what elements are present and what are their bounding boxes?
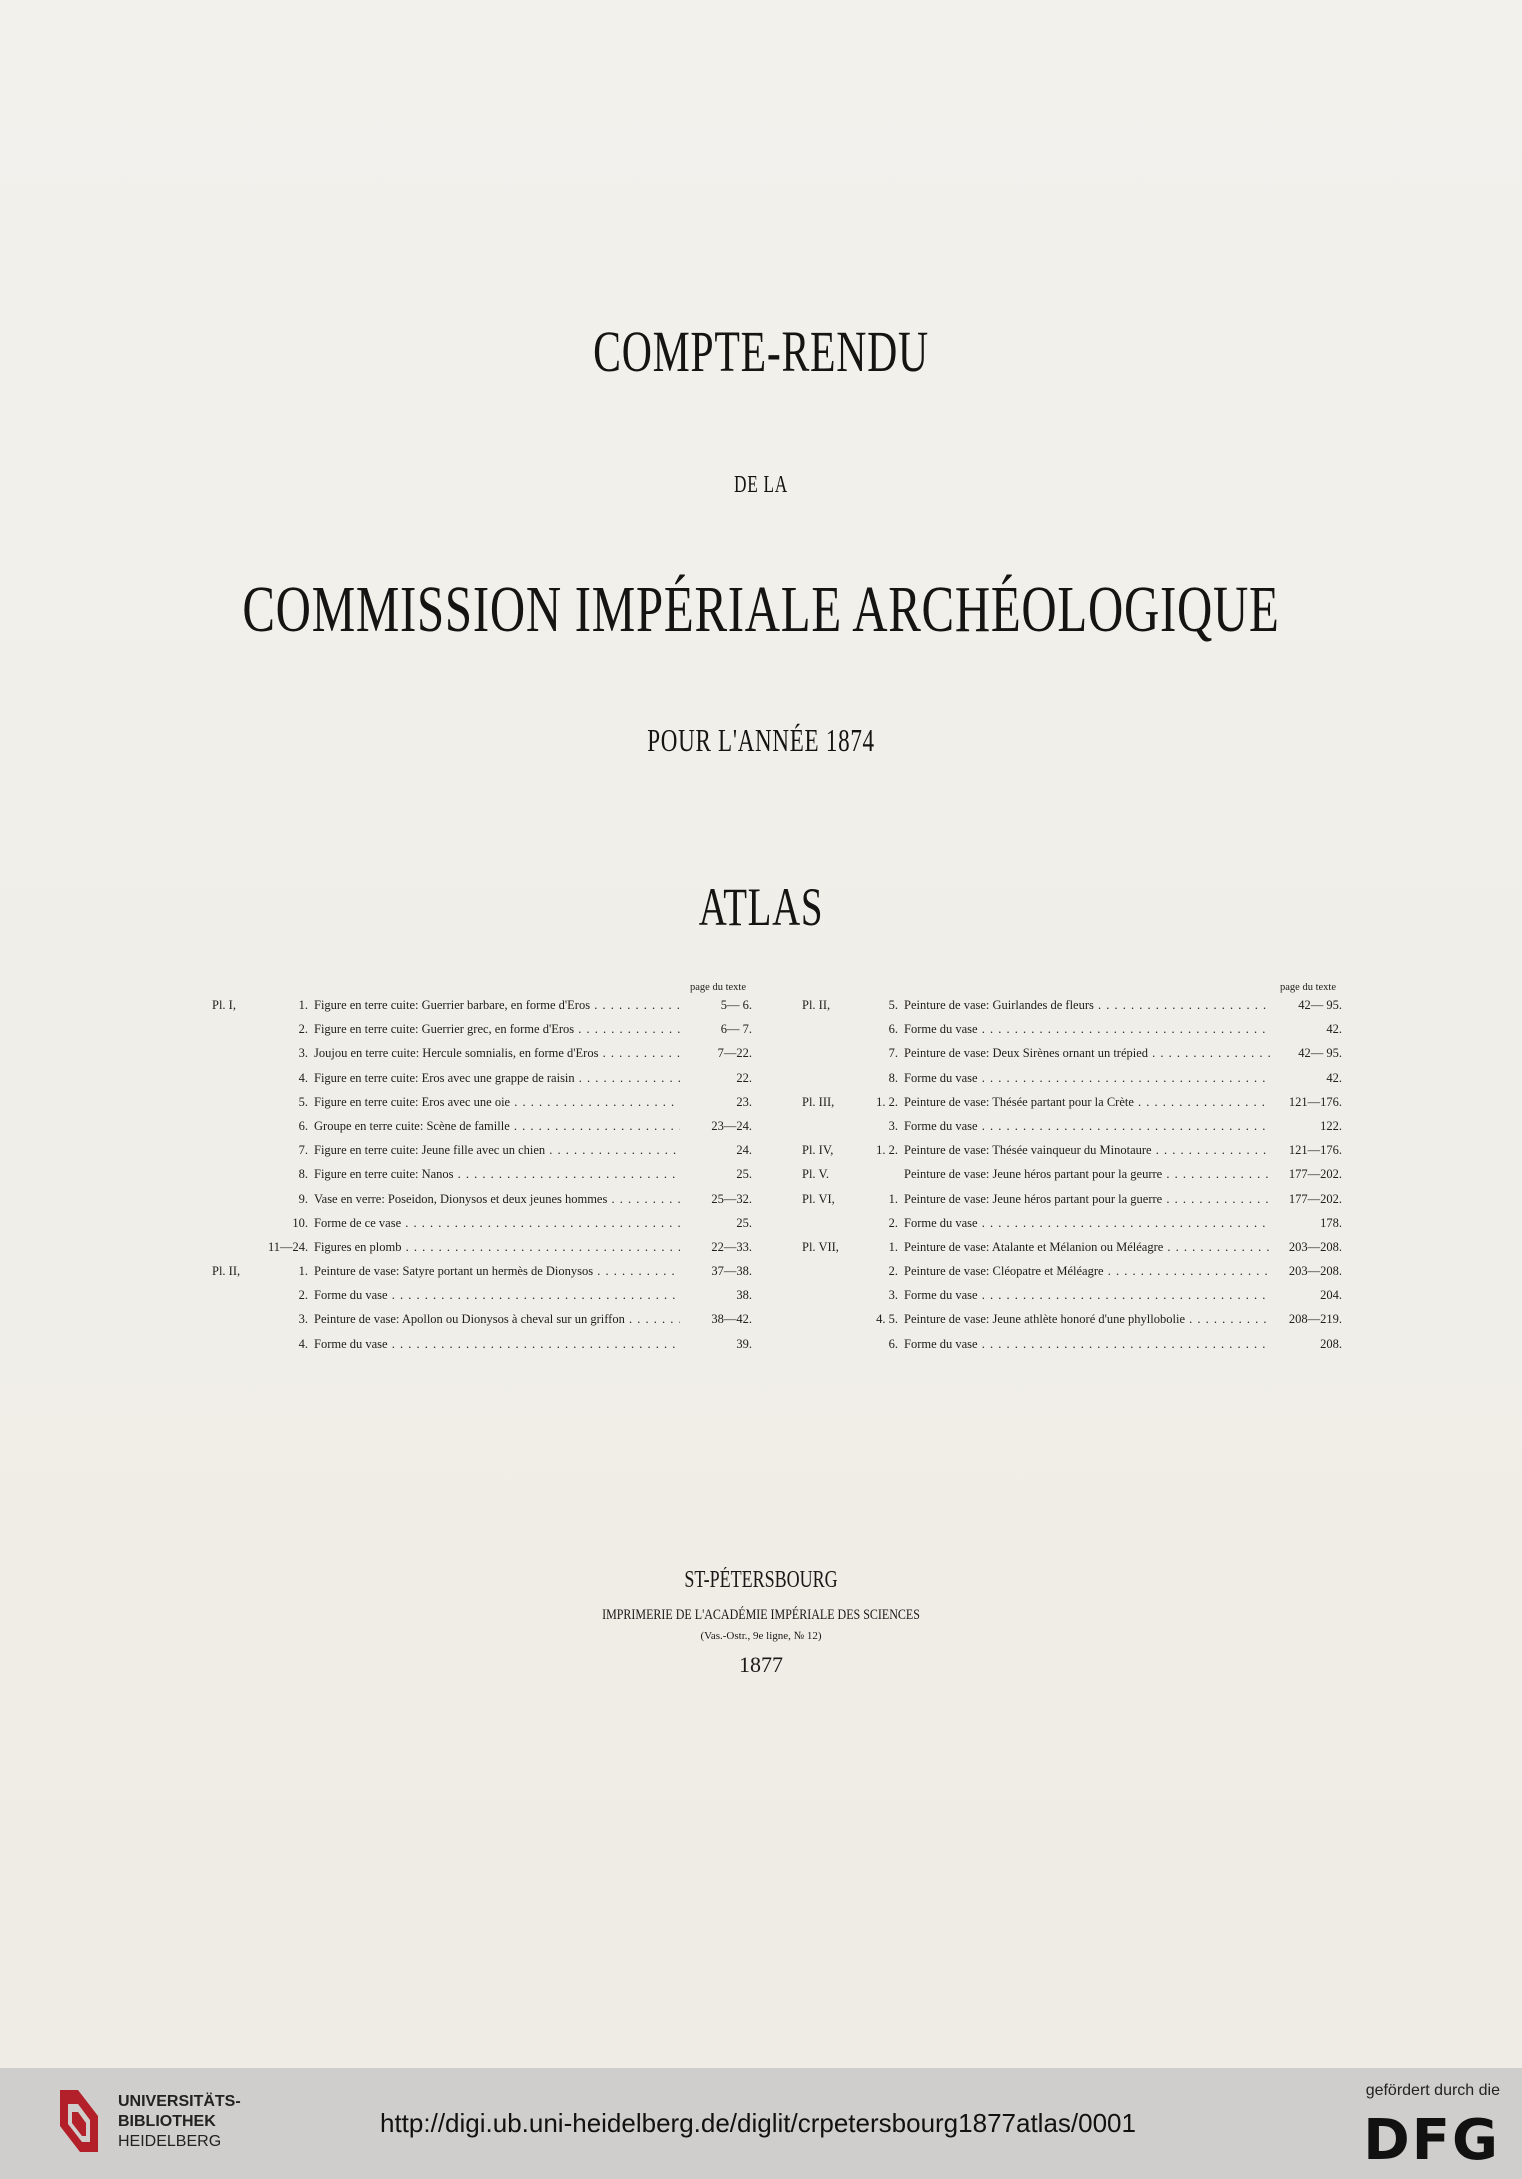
toc-description: Vase en verre: Poseidon, Dionysos et deux jeunes hommes . . .	[314, 1192, 680, 1207]
toc-entry	[802, 1071, 1342, 1095]
toc-description: Forme de ce vase . . .	[314, 1216, 680, 1231]
toc-number: 5.	[888, 998, 898, 1012]
toc-page: 121—176.	[1288, 1094, 1342, 1109]
toc-page: 208—219.	[1288, 1312, 1342, 1327]
toc-page: 23—24.	[711, 1118, 752, 1133]
toc-description: Figure en terre cuite: Eros avec une grappe de raisin . . .	[314, 1071, 680, 1086]
ub-heidelberg-logo-icon	[56, 2086, 102, 2156]
toc-number: 11—24.	[268, 1239, 309, 1254]
toc-page: 178.	[1320, 1215, 1342, 1230]
toc-page: 38.	[736, 1288, 752, 1303]
toc-entry	[212, 1240, 752, 1264]
toc-description: Peinture de vase: Cléopatre et Méléagre . . .	[904, 1264, 1270, 1279]
toc-number: 5.	[298, 1094, 308, 1109]
toc-page: 177—202.	[1288, 1191, 1342, 1206]
digitization-footer	[0, 2068, 1522, 2179]
toc-entry	[212, 1312, 752, 1336]
dfg-logo: DFG	[1363, 2108, 1500, 2173]
toc-number: 4.	[298, 1336, 308, 1351]
funded-by-label: gefördert durch die	[1365, 2082, 1500, 2099]
toc-number: 2.	[888, 1215, 898, 1230]
toc-page: 23.	[736, 1094, 752, 1109]
toc-number: 6.	[888, 1336, 898, 1351]
toc-description: Peinture de vase: Thésée vainqueur du Minotaure . . .	[904, 1143, 1270, 1158]
toc-description: Forme du vase . . .	[904, 1071, 1270, 1086]
toc-description: Peinture de vase: Atalante et Mélanion ou Méléagre . . .	[904, 1240, 1270, 1255]
toc-number: 2.	[298, 1288, 308, 1303]
toc-entry	[802, 1240, 1342, 1264]
toc-page: 122.	[1320, 1118, 1342, 1133]
title-commission: COMMISSION IMPÉRIALE ARCHÉOLOGIQUE	[242, 573, 1280, 646]
toc-entry	[802, 1337, 1342, 1361]
toc-page: 5— 6.	[720, 998, 752, 1012]
toc-page: 25.	[736, 1167, 752, 1182]
toc-entry	[212, 1167, 752, 1191]
toc-page: 208.	[1320, 1336, 1342, 1351]
toc-number: 8.	[298, 1167, 308, 1182]
toc-entry	[802, 1192, 1342, 1216]
toc-entry	[212, 998, 752, 1022]
permalink-url[interactable]: http://digi.ub.uni-heidelberg.de/diglit/crpetersbourg1877atlas/0001	[380, 2108, 1136, 2138]
toc-entry	[802, 998, 1342, 1022]
toc-number: 1.	[888, 1191, 898, 1206]
toc-description: Peinture de vase: Thésée partant pour la Crète . . .	[904, 1095, 1270, 1110]
toc-page: 6— 7.	[720, 1022, 752, 1037]
toc-entry	[212, 1046, 752, 1070]
toc-page: 42— 95.	[1298, 1046, 1342, 1061]
toc-entry	[802, 1167, 1342, 1191]
toc-page: 204.	[1320, 1288, 1342, 1303]
toc-plate: Pl. IV,	[802, 1143, 834, 1158]
toc-description: Figure en terre cuite: Guerrier barbare, en forme d'Eros . . .	[314, 998, 680, 1013]
toc-page: 203—208.	[1288, 1239, 1342, 1254]
toc-description: Joujou en terre cuite: Hercule somnialis, en forme d'Eros . . .	[314, 1046, 680, 1061]
toc-entry	[212, 1192, 752, 1216]
toc-description: Peinture de vase: Satyre portant un hermès de Dionysos . . .	[314, 1264, 680, 1279]
toc-page: 121—176.	[1288, 1143, 1342, 1158]
toc-number: 10.	[292, 1215, 308, 1230]
toc-entry	[212, 1022, 752, 1046]
toc-number: 1.	[298, 1264, 308, 1279]
title-de-la: DE LA	[734, 472, 788, 498]
toc-plate: Pl. VI,	[802, 1191, 835, 1206]
toc-description: Peinture de vase: Jeune héros partant pour la guerre . . .	[904, 1192, 1270, 1207]
toc-entry	[802, 1312, 1342, 1336]
toc-number: 4. 5.	[876, 1312, 898, 1327]
toc-number: 7.	[298, 1143, 308, 1158]
toc-plate: Pl. III,	[802, 1094, 835, 1109]
title-atlas: ATLAS	[698, 877, 824, 937]
toc-page: 39.	[736, 1336, 752, 1351]
toc-entry	[212, 1143, 752, 1167]
toc-description: Figure en terre cuite: Guerrier grec, en forme d'Eros . . .	[314, 1022, 680, 1037]
title-year: POUR L'ANNÉE 1874	[647, 722, 875, 758]
toc-description: Forme du vase . . .	[904, 1119, 1270, 1134]
toc-description: Peinture de vase: Jeune héros partant pour la geurre . . .	[904, 1167, 1270, 1182]
toc-description: Figures en plomb . . .	[314, 1240, 680, 1255]
toc-number: 2.	[888, 1264, 898, 1279]
toc-entry	[212, 1288, 752, 1312]
toc-page: 42.	[1326, 1022, 1342, 1037]
toc-page: 203—208.	[1288, 1264, 1342, 1279]
toc-plate: Pl. II,	[212, 1264, 241, 1279]
toc-left-column	[212, 982, 752, 1361]
toc-number: 1.	[298, 998, 308, 1012]
toc-number: 6.	[298, 1118, 308, 1133]
toc-description: Forme du vase . . .	[314, 1337, 680, 1352]
toc-number: 3.	[888, 1288, 898, 1303]
imprint-printer: IMPRIMERIE DE L'ACADÉMIE IMPÉRIALE DES SCIENCES	[602, 1607, 920, 1623]
toc-number: 2.	[298, 1022, 308, 1037]
toc-description: Figure en terre cuite: Nanos . . .	[314, 1167, 680, 1182]
toc-number: 1. 2.	[876, 1143, 898, 1158]
toc-description: Figure en terre cuite: Jeune fille avec un chien . . .	[314, 1143, 680, 1158]
toc-description: Peinture de vase: Apollon ou Dionysos à cheval sur un griffon . . .	[314, 1312, 680, 1327]
toc-entry	[212, 1071, 752, 1095]
toc-number: 6.	[888, 1022, 898, 1037]
toc-number: 9.	[298, 1191, 308, 1206]
toc-page: 42— 95.	[1298, 998, 1342, 1012]
toc-plate: Pl. V.	[802, 1167, 829, 1182]
toc-entry	[212, 1337, 752, 1361]
toc-description: Forme du vase . . .	[904, 1337, 1270, 1352]
toc-entry	[802, 1216, 1342, 1240]
toc-page: 177—202.	[1288, 1167, 1342, 1182]
toc-description: Peinture de vase: Deux Sirènes ornant un trépied . . .	[904, 1046, 1270, 1061]
imprint-city: ST-PÉTERSBOURG	[684, 1567, 838, 1593]
toc-entry	[212, 1119, 752, 1143]
toc-entry	[802, 1022, 1342, 1046]
toc-plate: Pl. I,	[212, 998, 236, 1012]
toc-page: 42.	[1326, 1070, 1342, 1085]
toc-page: 37—38.	[711, 1264, 752, 1279]
toc-page: 38—42.	[711, 1312, 752, 1327]
toc-description: Peinture de vase: Guirlandes de fleurs . . .	[904, 998, 1270, 1013]
toc-description: Forme du vase . . .	[314, 1288, 680, 1303]
toc-entry	[802, 1119, 1342, 1143]
toc-description: Peinture de vase: Jeune athlète honoré d'une phyllobolie . . .	[904, 1312, 1270, 1327]
library-line-1: UNIVERSITÄTS-	[118, 2093, 241, 2110]
toc-entry	[802, 1095, 1342, 1119]
title-compte-rendu: COMPTE-RENDU	[593, 319, 929, 384]
toc-left-header: page du texte	[690, 982, 746, 993]
library-line-3: HEIDELBERG	[118, 2133, 222, 2150]
toc-right-column	[802, 982, 1342, 1361]
toc-page: 22—33.	[711, 1239, 752, 1254]
toc-page: 7—22.	[717, 1046, 752, 1061]
library-line-2: BIBLIOTHEK	[118, 2113, 216, 2130]
toc-entry	[802, 1288, 1342, 1312]
library-name	[118, 2092, 241, 2152]
toc-description: Groupe en terre cuite: Scène de famille . . .	[314, 1119, 680, 1134]
toc-entry	[802, 1046, 1342, 1070]
toc-right-header: page du texte	[1280, 982, 1336, 993]
toc-entry	[802, 1143, 1342, 1167]
toc-description: Forme du vase . . .	[904, 1288, 1270, 1303]
toc-description: Figure en terre cuite: Eros avec une oie . . .	[314, 1095, 680, 1110]
toc-page: 25.	[736, 1215, 752, 1230]
toc-number: 3.	[298, 1312, 308, 1327]
toc-number: 3.	[298, 1046, 308, 1061]
toc-description: Forme du vase . . .	[904, 1022, 1270, 1037]
toc-plate: Pl. VII,	[802, 1239, 839, 1254]
imprint-year: 1877	[739, 1652, 783, 1677]
toc-entry	[212, 1095, 752, 1119]
toc-description: Forme du vase . . .	[904, 1216, 1270, 1231]
toc-plate: Pl. II,	[802, 998, 831, 1012]
imprint-address: (Vas.-Ostr., 9e ligne, № 12)	[700, 1630, 822, 1642]
toc-number: 4.	[298, 1070, 308, 1085]
toc-number: 7.	[888, 1046, 898, 1061]
toc-entry	[212, 1264, 752, 1288]
toc-number: 1. 2.	[876, 1094, 898, 1109]
toc-page: 25—32.	[711, 1191, 752, 1206]
toc-page: 22.	[736, 1070, 752, 1085]
toc-page: 24.	[736, 1143, 752, 1158]
toc-number: 1.	[888, 1239, 898, 1254]
toc-number: 8.	[888, 1070, 898, 1085]
toc-entry	[802, 1264, 1342, 1288]
toc-entry	[212, 1216, 752, 1240]
toc-number: 3.	[888, 1118, 898, 1133]
